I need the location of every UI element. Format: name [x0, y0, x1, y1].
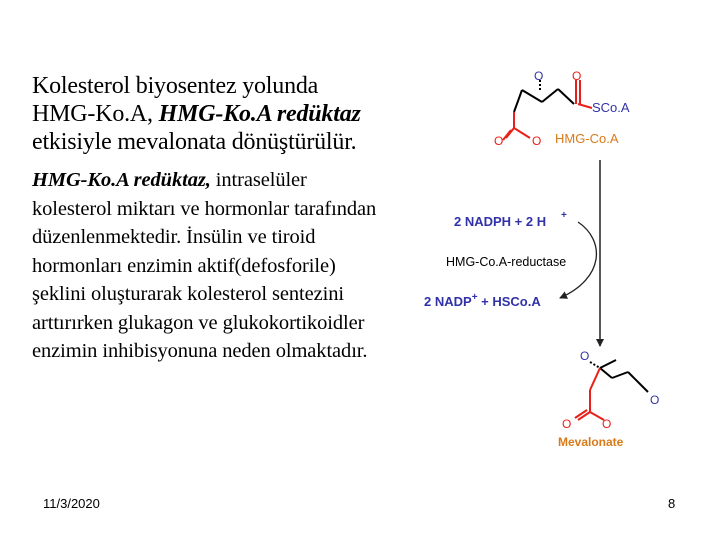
nadph-superscript: + — [561, 210, 567, 221]
bond — [578, 104, 592, 108]
oxygen-atom: O — [580, 349, 590, 363]
nadp-label — [424, 292, 541, 309]
oxygen-atom: O — [494, 134, 504, 148]
oxygen-atom: O — [650, 393, 660, 407]
bond — [590, 368, 600, 390]
bond — [503, 130, 511, 140]
paragraph-1-text-b: etkisiyle mevalonata dönüştürülür. — [32, 129, 357, 155]
paragraph-1-enzyme-name: HMG-Ko.A redüktaz — [158, 101, 361, 127]
bond — [612, 372, 628, 378]
bond — [600, 360, 616, 368]
bond — [522, 90, 542, 102]
enzyme-label: HMG-Co.A-reductase — [446, 255, 567, 269]
bond — [514, 128, 530, 138]
nadph-label: 2 NADPH + 2 H — [454, 214, 547, 229]
scoa-label: SCo.A — [592, 100, 630, 115]
nadp-label-text: 2 NADP — [424, 294, 472, 309]
bond — [600, 368, 612, 378]
bond — [542, 89, 558, 102]
bond — [628, 372, 648, 392]
bond — [514, 90, 522, 112]
bond — [506, 128, 514, 138]
page-number: 8 — [668, 496, 676, 511]
hmgcoa-label: HMG-Co.A — [555, 131, 619, 146]
oxygen-atom: O — [534, 69, 544, 83]
nadp-label-text-b: + HSCo.A — [477, 294, 541, 309]
oxygen-atom: O — [602, 417, 612, 431]
nadp-superscript: + — [471, 292, 478, 303]
bond-wedge — [590, 362, 600, 368]
oxygen-atom: O — [572, 69, 582, 83]
paragraph-2-enzyme-name: HMG-Ko.A redüktaz, — [32, 169, 211, 191]
paragraph-2-text: intraselüler kolesterol miktarı ve hormonlar tarafından düzenlenmektedir. İnsülin ve tiroid hormonları enzimin aktif(defosforile) şeklini oluşturarak kolesterol sentezini arttırırken glukagon ve glukokortikoidler enzimin inhibisyonuna neden olmaktadır. — [32, 169, 377, 362]
mevalonate-label: Mevalonate — [558, 435, 624, 449]
bond — [558, 89, 574, 104]
oxygen-atom: O — [532, 134, 542, 148]
footer-date: 11/3/2020 — [43, 496, 100, 511]
oxygen-atom: O — [562, 417, 572, 431]
mevalonate-structure — [575, 360, 648, 420]
paragraph-1-text-a: Kolesterol biyosentez yolunda HMG-Ko.A, — [32, 73, 319, 127]
